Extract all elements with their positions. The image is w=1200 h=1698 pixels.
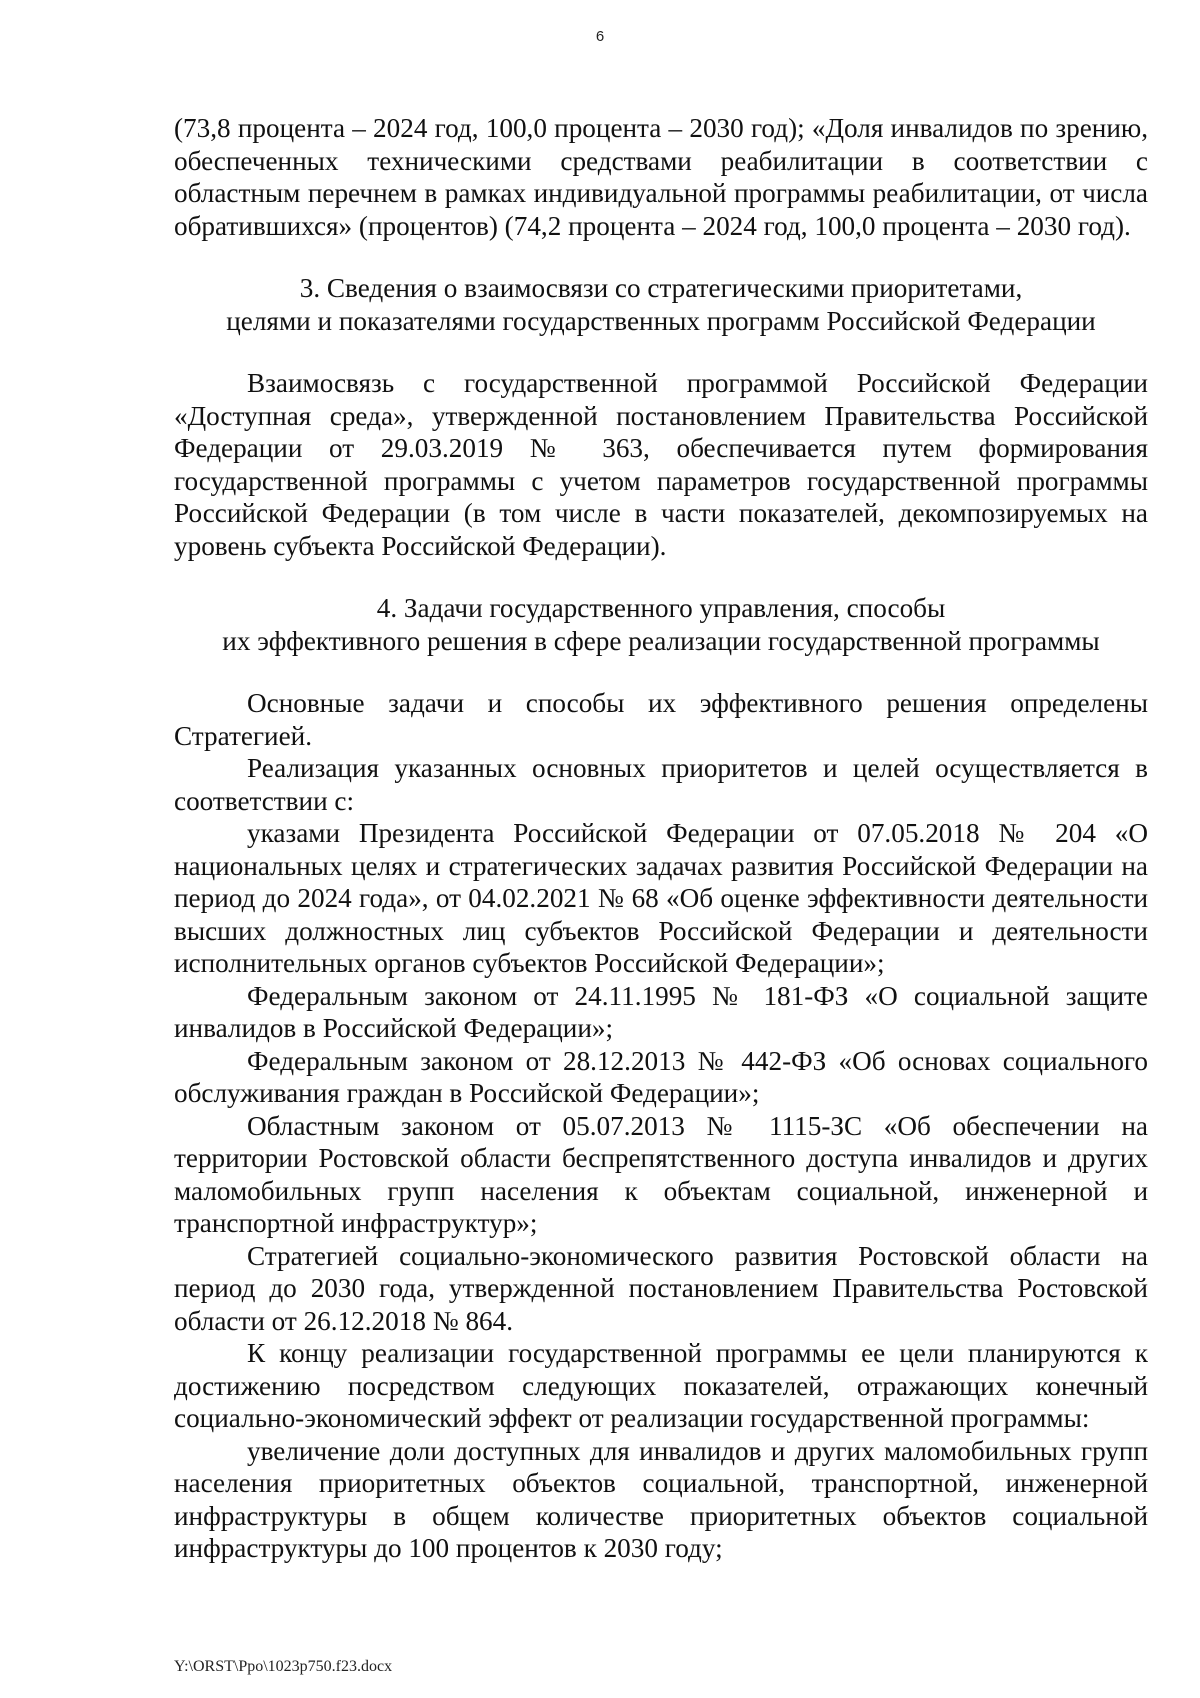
footer-file-path: Y:\ORST\Ppo\1023p750.f23.docx — [174, 1658, 393, 1675]
section-heading-3-line-2: целями и показателями государственных программ Российской Федерации — [226, 305, 1096, 336]
paragraph-interconnection: Взаимосвязь с государственной программой Российской Федерации «Доступная среда», утвержденной постановлением Правительства Российской Федерации от 29.03.2019 № 363, обеспечивается путем формирования государственной программы с учетом параметров государственной программы Российской Федерации (в том числе в части показателей, декомпозируемых на уровень субъекта Российской Федерации). — [174, 368, 1148, 561]
section-heading-4-line-1: 4. Задачи государственного управления, способы — [376, 593, 946, 623]
list-item-presidential-decrees: указами Президента Российской Федерации от 07.05.2018 № 204 «О национальных целях и стратегических задачах развития Российской Федерации на период до 2024 года», от 04.02.2021 № 68 «Об оценке эффективности деятельности высших должностных лиц субъектов Российской Федерации и деятельности исполнительных органов субъектов Российской Федерации»; — [174, 818, 1148, 978]
paragraph-main-tasks: Основные задачи и способы их эффективного решения определены Стратегией. — [174, 688, 1148, 751]
section-heading-3-line-1: 3. Сведения о взаимосвязи со стратегическими приоритетами, — [299, 273, 1023, 303]
list-item-federal-law-442: Федеральным законом от 28.12.2013 № 442-ФЗ «Об основах социального обслуживания граждан в Российской Федерации»; — [174, 1045, 1148, 1108]
section-heading-4-line-2: их эффективного решения в сфере реализации государственной программы — [222, 625, 1100, 656]
list-item-regional-law-1115: Областным законом от 05.07.2013 № 1115-ЗС «Об обеспечении на территории Ростовской области беспрепятственного доступа инвалидов и других маломобильных групп населения к объектам социальной, инженерной и транспортной инфраструктур»; — [174, 1110, 1148, 1238]
page-number: 6 — [595, 28, 605, 45]
list-item-federal-law-181: Федеральным законом от 24.11.1995 № 181-ФЗ «О социальной защите инвалидов в Российской Федерации»; — [174, 980, 1148, 1043]
list-item-accessibility-share: увеличение доли доступных для инвалидов и других маломобильных групп населения приоритетных объектов социальной, транспортной, инженерной инфраструктуры в общем количестве приоритетных объектов социальной инфраструктуры до 100 процентов к 2030 году; — [174, 1435, 1148, 1563]
section-heading-3 — [174, 272, 1148, 337]
paragraph-continuation: (73,8 процента – 2024 год, 100,0 процента – 2030 год); «Доля инвалидов по зрению, обеспеченных техническими средствами реабилитации в соответствии с областным перечнем в рамках индивидуальной программы реабилитации, от числа обратившихся» (процентов) (74,2 процента – 2024 год, 100,0 процента – 2030 год). — [174, 113, 1148, 241]
paragraph-goals-indicators: К концу реализации государственной программы ее цели планируются к достижению посредством следующих показателей, отражающих конечный социально-экономический эффект от реализации государственной программы: — [174, 1338, 1148, 1433]
section-heading-4 — [174, 592, 1148, 657]
document-body — [174, 112, 1148, 1565]
list-item-strategy-2030: Стратегией социально-экономического развития Ростовской области на период до 2030 года, утвержденной постановлением Правительства Ростовской области от 26.12.2018 № 864. — [174, 1240, 1148, 1336]
paragraph-implementation: Реализация указанных основных приоритетов и целей осуществляется в соответствии с: — [174, 753, 1148, 816]
